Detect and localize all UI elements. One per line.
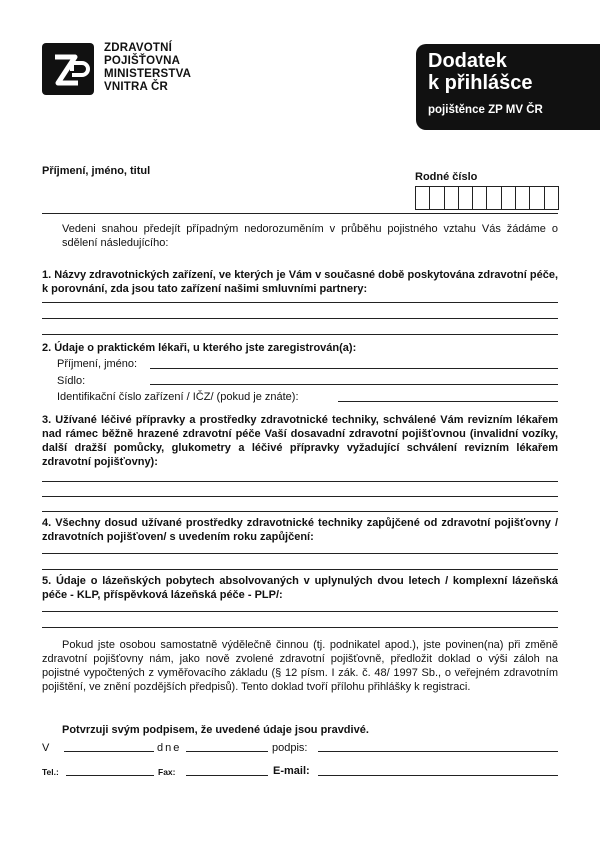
email-line[interactable] bbox=[318, 775, 558, 776]
answer-line[interactable] bbox=[42, 302, 558, 303]
answer-line[interactable] bbox=[42, 318, 558, 319]
form-title-badge bbox=[416, 44, 600, 130]
tel-label: Tel.: bbox=[42, 767, 59, 777]
doctor-seat-label: Sídlo: bbox=[57, 375, 86, 387]
self-employed-notice: Pokud jste osobou samostatně výdělečně činnou (tj. podnikatel apod.), jste povinen(na) při změně zdravotní pojišťovny nám, jako nově zvolené zdravotní pojišťovně, předložit doklad o výši záloh na pojistné vypočtených z vyměřovacího základu (§ 12 písm. I zák. č. 48/ 1997 Sb., o veřejném zdravotním pojištění, ve znění pozdějších předpisů). Tento doklad tvoří přílohu přihlášky k registraci. bbox=[42, 639, 558, 693]
intro-text: Vedeni snahou předejít případným nedorozuměním v průběhu pojistného vztahu Vás žádáme o sdělení následujícího: bbox=[62, 223, 558, 249]
organization-name: ZDRAVOTNÍ POJIŠŤOVNA MINISTERSTVA VNITRA ČR bbox=[104, 42, 192, 93]
question-2: 2. Údaje o praktickém lékaři, u kterého jste zaregistrován(a): bbox=[42, 342, 357, 354]
question-5: 5. Údaje o lázeňských pobytech absolvovaných v uplynulých dvou letech / komplexní lázeňská péče - KLP, příspěvková lázeňská péče - PLP/: bbox=[42, 575, 558, 601]
question-1: 1. Názvy zdravotnických zařízení, ve kterých je Vám v současné době poskytována zdravotní péče, k porovnání, zda jsou tato zařízení našimi smluvními partnery: bbox=[42, 269, 558, 295]
question-3: 3. Užívané léčivé přípravky a prostředky zdravotnické techniky, schválené Vám revizním lékařem nad rámec běžně hrazené zdravotní péče Vaší dosavadní zdravotní pojišťovnou (invalidní vozíky, další dražší pomůcky, glukometry a léčivé přípravky vyžadující schválení revizním lékařem zdravotní pojišťovny): bbox=[42, 414, 558, 468]
confirmation-text: Potvrzuji svým podpisem, že uvedené údaje jsou pravdivé. bbox=[62, 724, 369, 736]
date-label: dne bbox=[157, 742, 182, 754]
doctor-name-label: Příjmení, jméno: bbox=[57, 358, 138, 370]
doctor-name-line[interactable] bbox=[150, 368, 558, 369]
tel-line[interactable] bbox=[66, 775, 154, 776]
form-title: Dodatek k přihlášce bbox=[428, 50, 533, 94]
doctor-seat-line[interactable] bbox=[150, 384, 558, 385]
doctor-ico-label: Identifikační číslo zařízení / IČZ/ (pokud je znáte): bbox=[57, 391, 299, 403]
answer-line[interactable] bbox=[42, 569, 558, 570]
answer-line[interactable] bbox=[42, 627, 558, 628]
signature-line[interactable] bbox=[318, 751, 558, 752]
form-subtitle: pojištěnce ZP MV ČR bbox=[428, 104, 543, 116]
fax-line[interactable] bbox=[186, 775, 268, 776]
zp-logo-icon bbox=[42, 43, 94, 95]
birth-number-field[interactable] bbox=[415, 186, 559, 210]
name-field-line[interactable] bbox=[42, 213, 558, 214]
answer-line[interactable] bbox=[42, 481, 558, 482]
signature-label: podpis: bbox=[272, 742, 308, 754]
place-line[interactable] bbox=[64, 751, 154, 752]
doctor-ico-line[interactable] bbox=[338, 401, 558, 402]
question-4: 4. Všechny dosud užívané prostředky zdravotnické techniky zapůjčené od zdravotní pojišťovny / zdravotních pojišťoven/ s uvedením roku zapůjčení: bbox=[42, 517, 558, 543]
answer-line[interactable] bbox=[42, 334, 558, 335]
date-line[interactable] bbox=[186, 751, 268, 752]
answer-line[interactable] bbox=[42, 553, 558, 554]
fax-label: Fax: bbox=[158, 767, 176, 777]
email-label: E-mail: bbox=[273, 765, 310, 777]
answer-line[interactable] bbox=[42, 511, 558, 512]
birth-number-label: Rodné číslo bbox=[415, 171, 478, 183]
name-label: Příjmení, jméno, titul bbox=[42, 165, 151, 177]
answer-line[interactable] bbox=[42, 496, 558, 497]
place-label: V bbox=[42, 742, 50, 754]
answer-line[interactable] bbox=[42, 611, 558, 612]
